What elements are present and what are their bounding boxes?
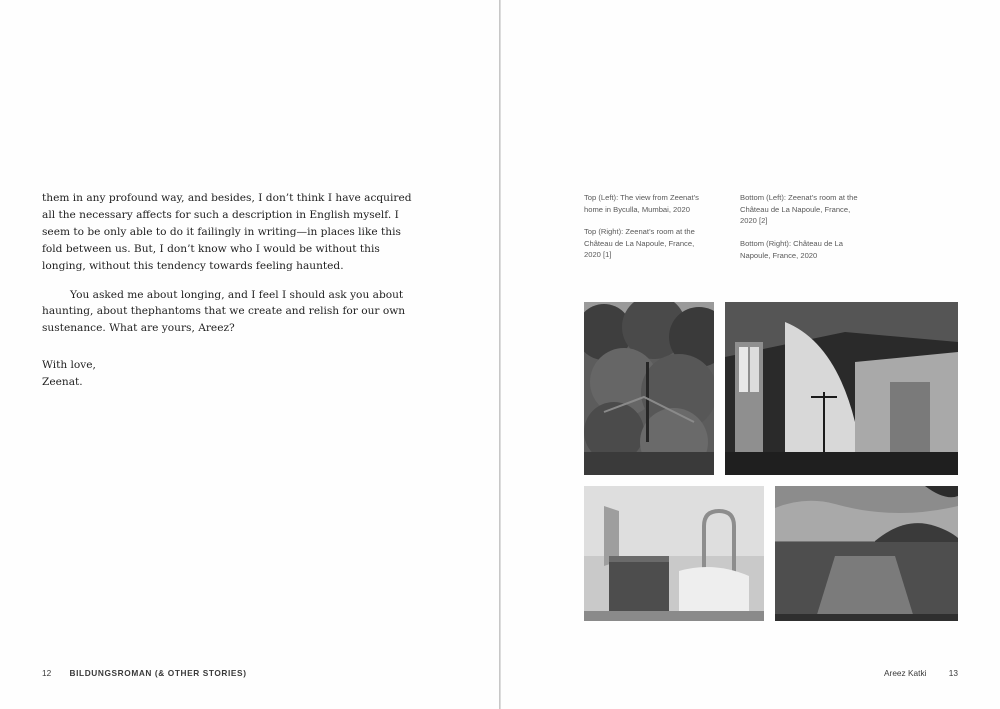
page-number: 12 [42, 668, 52, 678]
signoff-name: Zeenat. [42, 376, 83, 389]
paragraph: them in any profound way, and besides, I don’t think I have acquired all the necessary affects for such a description in English myself. I seem to be only able to do it failingly in writing—in places like this fold between us. But, I don’t know who I would be without this longing, without this tendency towards feeling haunted. [42, 192, 412, 272]
caption-bottom-right: Bottom (Right): Château de La Napoule, France, 2020 [740, 239, 843, 260]
chateau-room-window-photo [725, 302, 958, 475]
right-footer [884, 668, 958, 678]
left-footer [42, 668, 247, 678]
left-page [0, 0, 499, 709]
signoff-greeting: With love, [42, 359, 96, 372]
caption-bottom-left: Bottom (Left): Zeenat’s room at the Château de La Napoule, France, 2020 [2] [740, 193, 858, 226]
right-page [501, 0, 1000, 709]
paragraph: You asked me about longing, and I feel I should ask you about haunting, about thephantoms that we create and relish for our own sustenance. What are yours, Areez? [42, 288, 406, 335]
letter-body [42, 190, 418, 391]
page-number: 13 [948, 668, 958, 678]
running-title: BILDUNGSROMAN (& OTHER STORIES) [69, 668, 247, 678]
sea-view-photo [775, 486, 958, 621]
trees-view-photo [584, 302, 714, 475]
bedroom-bed-photo [584, 486, 764, 621]
caption-top-left: Top (Left): The view from Zeenat’s home in Byculla, Mumbai, 2020 [584, 193, 699, 214]
caption-top-right: Top (Right): Zeenat’s room at the Château de La Napoule, France, 2020 [1] [584, 227, 695, 260]
author-name: Areez Katki [884, 668, 927, 678]
